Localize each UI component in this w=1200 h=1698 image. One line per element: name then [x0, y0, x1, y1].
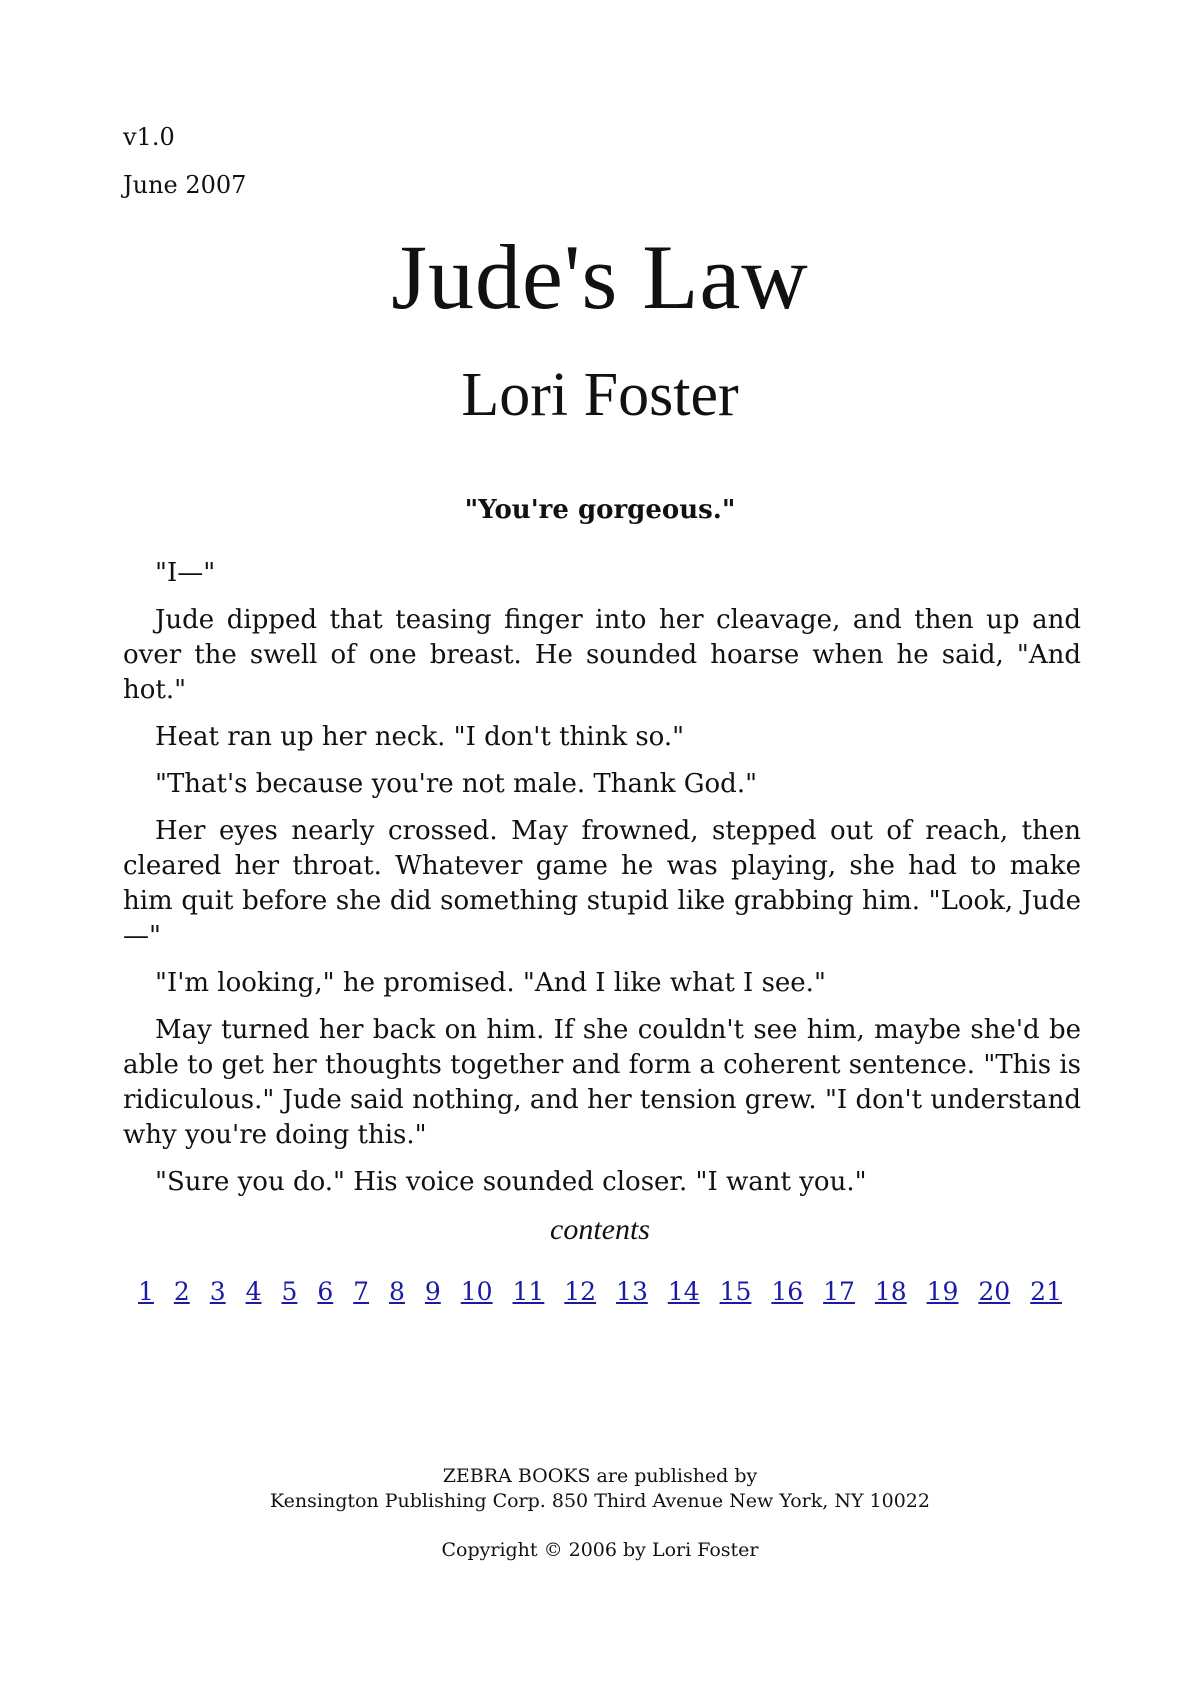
chapter-link-9[interactable]: 9	[424, 1277, 441, 1306]
version-label: v1.0	[123, 123, 175, 151]
chapter-link-5[interactable]: 5	[281, 1277, 298, 1306]
chapter-link-3[interactable]: 3	[209, 1277, 226, 1306]
chapter-link-13[interactable]: 13	[616, 1277, 648, 1306]
publisher-line: ZEBRA BOOKS are published by	[442, 1465, 758, 1487]
excerpt-paragraph: May turned her back on him. If she couldn't see him, maybe she'd be able to get her thoughts together and form a coherent sentence. "This is ridiculous." Jude said nothing, and her tension grew. "I don't understand why you're doing this."	[123, 1015, 1081, 1150]
contents-heading: contents	[550, 1213, 650, 1246]
chapter-link-18[interactable]: 18	[874, 1277, 907, 1306]
chapter-link-10[interactable]: 10	[460, 1277, 493, 1306]
excerpt-paragraph: "That's because you're not male. Thank God."	[155, 769, 758, 799]
chapter-link-6[interactable]: 6	[317, 1277, 334, 1306]
excerpt-paragraph: Her eyes nearly crossed. May frowned, stepped out of reach, then cleared her throat. Whatever game he was playing, she had to make him quit before she did something stupid like grabbing him. "Look, Jude—"	[123, 816, 1081, 951]
chapter-link-12[interactable]: 12	[564, 1277, 597, 1306]
teaser-heading: "You're gorgeous."	[464, 495, 736, 525]
release-date: June 2007	[123, 171, 247, 199]
excerpt-paragraph: "Sure you do." His voice sounded closer. "I want you."	[155, 1167, 867, 1197]
chapter-link-4[interactable]: 4	[245, 1277, 262, 1306]
chapter-link-14[interactable]: 14	[667, 1277, 700, 1306]
book-author: Lori Foster	[461, 361, 739, 429]
chapter-link-15[interactable]: 15	[719, 1277, 752, 1306]
excerpt-paragraph: Heat ran up her neck. "I don't think so."	[155, 722, 685, 752]
excerpt-paragraph: "I'm looking," he promised. "And I like what I see."	[155, 968, 826, 998]
excerpt	[123, 556, 1081, 1212]
chapter-links	[0, 1276, 1200, 1308]
publisher-address: Kensington Publishing Corp. 850 Third Avenue New York, NY 10022	[270, 1490, 930, 1512]
chapter-link-17[interactable]: 17	[823, 1277, 855, 1306]
chapter-link-7[interactable]: 7	[353, 1277, 370, 1306]
chapter-link-21[interactable]: 21	[1030, 1277, 1062, 1306]
chapter-link-8[interactable]: 8	[389, 1277, 405, 1306]
chapter-link-16[interactable]: 16	[771, 1277, 804, 1306]
chapter-link-2[interactable]: 2	[173, 1277, 190, 1306]
book-title: Jude's Law	[391, 226, 809, 328]
chapter-link-19[interactable]: 19	[926, 1277, 959, 1306]
publisher-info	[0, 1464, 1200, 1514]
excerpt-paragraph: Jude dipped that teasing finger into her cleavage, and then up and over the swell of one breast. He sounded hoarse when he said, "And hot."	[123, 605, 1081, 705]
copyright-notice: Copyright © 2006 by Lori Foster	[441, 1539, 759, 1561]
chapter-link-20[interactable]: 20	[978, 1277, 1011, 1306]
chapter-link-11[interactable]: 11	[512, 1277, 545, 1306]
excerpt-paragraph: "I—"	[155, 558, 216, 588]
chapter-link-1[interactable]: 1	[138, 1277, 154, 1306]
